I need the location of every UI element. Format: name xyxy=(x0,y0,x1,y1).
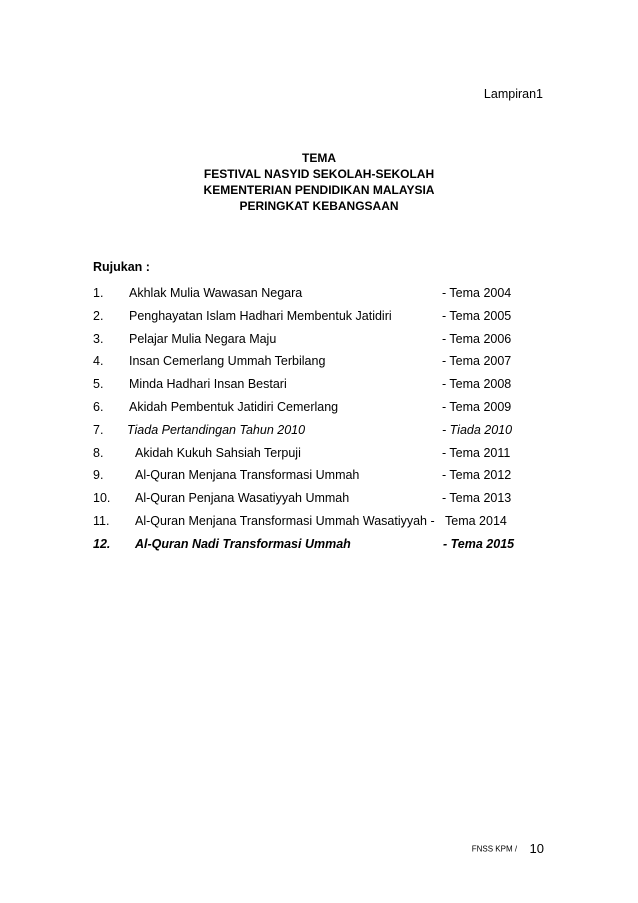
item-title: Al-Quran Menjana Transformasi Ummah xyxy=(135,468,360,483)
item-title: Insan Cemerlang Ummah Terbilang xyxy=(129,354,326,369)
item-year: Tema 2014 xyxy=(445,513,507,528)
list-item xyxy=(93,332,533,355)
document-title xyxy=(0,150,638,214)
item-year: - Tema 2012 xyxy=(442,468,512,483)
item-year: - Tema 2015 xyxy=(443,536,515,551)
item-year: - Tema 2011 xyxy=(442,445,511,460)
item-title: Al-Quran Nadi Transformasi Ummah xyxy=(135,536,351,551)
item-number: 8. xyxy=(93,445,104,460)
item-number: 1. xyxy=(93,286,104,300)
title-line-4: PERINGKAT KEBANGSAAN xyxy=(239,199,399,213)
list-item xyxy=(93,468,533,491)
item-title: Al-Quran Penjana Wasatiyyah Ummah xyxy=(135,491,350,506)
item-number: 12. xyxy=(93,536,111,551)
item-year: - Tema 2007 xyxy=(442,354,512,369)
page-footer xyxy=(472,840,544,858)
item-title: Akidah Pembentuk Jatidiri Cemerlang xyxy=(129,399,339,414)
item-title: Pelajar Mulia Negara Maju xyxy=(129,331,277,346)
item-year: - Tema 2005 xyxy=(442,308,512,323)
theme-list xyxy=(93,286,533,560)
title-line-1: TEMA xyxy=(302,151,336,165)
list-item xyxy=(93,537,533,560)
list-item xyxy=(93,423,533,446)
item-number: 3. xyxy=(93,331,104,346)
item-year: - Tema 2004 xyxy=(442,286,512,300)
item-number: 2. xyxy=(93,308,104,323)
item-number: 6. xyxy=(93,399,104,414)
list-item xyxy=(93,400,533,423)
item-year: - Tema 2013 xyxy=(442,491,512,506)
list-item xyxy=(93,309,533,332)
list-item xyxy=(93,286,533,309)
item-number: 10. xyxy=(93,491,111,506)
item-title: Akhlak Mulia Wawasan Negara xyxy=(129,286,303,300)
title-line-3: KEMENTERIAN PENDIDIKAN MALAYSIA xyxy=(203,183,435,197)
footer-source: FNSS KPM / xyxy=(471,844,518,854)
reference-heading: Rujukan : xyxy=(93,260,150,274)
appendix-label: Lampiran1 xyxy=(483,87,543,101)
list-item xyxy=(93,491,533,514)
item-year: - Tema 2009 xyxy=(442,399,512,414)
item-year: - Tema 2006 xyxy=(442,331,512,346)
list-item xyxy=(93,377,533,400)
item-title: Penghayatan Islam Hadhari Membentuk Jatidiri xyxy=(129,308,392,323)
item-year: - Tiada 2010 xyxy=(442,422,513,437)
page-number: 10 xyxy=(529,841,544,857)
item-number: 11. xyxy=(93,513,110,528)
title-line-2: FESTIVAL NASYID SEKOLAH-SEKOLAH xyxy=(203,167,435,181)
item-number: 7. xyxy=(93,422,104,437)
list-item xyxy=(93,514,533,537)
list-item xyxy=(93,354,533,377)
item-number: 5. xyxy=(93,377,104,392)
item-title: Akidah Kukuh Sahsiah Terpuji xyxy=(135,445,301,460)
item-title: Al-Quran Menjana Transformasi Ummah Wasatiyyah - xyxy=(135,513,435,528)
list-item xyxy=(93,446,533,469)
item-number: 9. xyxy=(93,468,104,483)
item-number: 4. xyxy=(93,354,104,369)
item-title: Minda Hadhari Insan Bestari xyxy=(129,377,287,392)
item-year: - Tema 2008 xyxy=(442,377,512,392)
item-title: Tiada Pertandingan Tahun 2010 xyxy=(127,422,306,437)
